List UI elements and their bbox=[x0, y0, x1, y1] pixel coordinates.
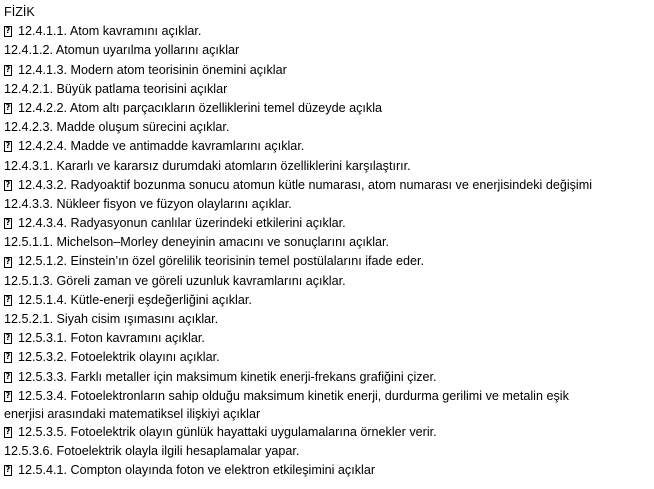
list-item bbox=[4, 157, 654, 176]
list-item-text: 12.4.2.2. Atom altı parçacıkların özelliklerini temel düzeyde açıkla bbox=[18, 100, 383, 115]
list-item bbox=[4, 272, 654, 291]
missing-glyph-icon bbox=[4, 26, 12, 37]
list-item-text: 12.5.1.1. Michelson–Morley deneyinin amacını ve sonuçlarını açıklar. bbox=[4, 235, 390, 250]
list-item bbox=[4, 387, 654, 406]
list-item bbox=[4, 137, 654, 156]
list-item bbox=[4, 368, 654, 387]
list-item-text: 12.4.3.3. Nükleer fisyon ve füzyon olaylarını açıklar. bbox=[4, 196, 292, 211]
missing-glyph-icon bbox=[4, 295, 12, 306]
list-item-text: 12.5.3.5. Fotoelektrik olayın günlük hayattaki uygulamalarına örnekler verir. bbox=[18, 424, 437, 439]
missing-glyph-icon bbox=[4, 333, 12, 344]
missing-glyph-icon bbox=[4, 372, 12, 383]
list-item-text: 12.4.2.1. Büyük patlama teorisini açıklar bbox=[4, 81, 228, 96]
missing-glyph-icon bbox=[4, 65, 12, 76]
list-item bbox=[4, 291, 654, 310]
list-item-text: 12.5.1.3. Göreli zaman ve göreli uzunluk kavramlarını açıklar. bbox=[4, 273, 346, 288]
list-item-text: 12.5.4.1. Compton olayında foton ve elektron etkileşimini açıklar bbox=[18, 463, 376, 478]
list-item-text: 12.4.3.1. Kararlı ve kararsız durumdaki atomların özelliklerini karşılaştırır. bbox=[4, 158, 411, 173]
list-item-text: 12.4.2.3. Madde oluşum sürecini açıklar. bbox=[4, 120, 230, 135]
missing-glyph-icon bbox=[4, 180, 12, 191]
list-item bbox=[4, 195, 654, 214]
list-item bbox=[4, 310, 654, 329]
missing-glyph-icon bbox=[4, 141, 12, 152]
list-item bbox=[4, 461, 654, 480]
list-item bbox=[4, 61, 654, 80]
list-item-text: 12.5.1.2. Einstein’ın özel görelilik teorisinin temel postülalarını ifade eder. bbox=[18, 254, 425, 269]
list-item bbox=[4, 99, 654, 118]
list-item-text: 12.4.1.3. Modern atom teorisinin önemini açıklar bbox=[18, 62, 287, 77]
list-item-text: 12.4.2.4. Madde ve antimadde kavramlarını açıklar. bbox=[18, 139, 305, 154]
missing-glyph-icon bbox=[4, 218, 12, 229]
list-item-text: 12.4.1.1. Atom kavramını açıklar. bbox=[18, 24, 202, 39]
missing-glyph-icon bbox=[4, 465, 12, 476]
list-item bbox=[4, 214, 654, 233]
list-item bbox=[4, 252, 654, 271]
list-item bbox=[4, 41, 654, 60]
list-item-text: 12.5.1.4. Kütle-enerji eşdeğerliğini açıklar. bbox=[18, 292, 252, 307]
list-item-text: 12.5.3.2. Fotoelektrik olayını açıklar. bbox=[18, 350, 220, 365]
list-item bbox=[4, 423, 654, 442]
list-item-text: 12.5.2.1. Siyah cisim ışımasını açıklar. bbox=[4, 312, 219, 326]
list-item-text: 12.5.3.6. Fotoelektrik olayla ilgili hesaplamalar yapar. bbox=[4, 443, 300, 458]
missing-glyph-icon bbox=[4, 391, 12, 402]
list-item bbox=[4, 80, 654, 99]
list-item-text: 12.5.3.1. Foton kavramını açıklar. bbox=[18, 331, 205, 346]
document-title: FİZİK bbox=[4, 5, 35, 19]
missing-glyph-icon bbox=[4, 103, 12, 114]
list-item-continuation: enerjisi arasındaki matematiksel ilişkiyi açıklar bbox=[4, 406, 261, 421]
list-item-text: 12.4.1.2. Atomun uyarılma yollarını açıklar bbox=[4, 43, 240, 58]
list-item-text: 12.5.3.3. Farklı metaller için maksimum kinetik enerji-frekans grafiğini çizer. bbox=[18, 369, 437, 384]
list-item-text: 12.5.3.4. Fotoelektronların sahip olduğu maksimum kinetik enerji, durdurma gerilimi ve metalin eşik bbox=[18, 388, 569, 403]
list-item bbox=[4, 176, 654, 195]
list-item bbox=[4, 348, 654, 367]
missing-glyph-icon bbox=[4, 352, 12, 363]
list-item bbox=[4, 233, 654, 252]
list-item bbox=[4, 118, 654, 137]
list-item bbox=[4, 442, 654, 461]
outcome-list bbox=[4, 22, 654, 480]
missing-glyph-icon bbox=[4, 427, 12, 438]
list-item-text: 12.4.3.2. Radyoaktif bozunma sonucu atomun kütle numarası, atom numarası ve enerjisindeki değişimi bbox=[18, 177, 593, 192]
list-item bbox=[4, 22, 654, 41]
missing-glyph-icon bbox=[4, 257, 12, 268]
list-item-text: 12.4.3.4. Radyasyonun canlılar üzerindeki etkilerini açıklar. bbox=[18, 216, 346, 231]
list-item bbox=[4, 329, 654, 348]
